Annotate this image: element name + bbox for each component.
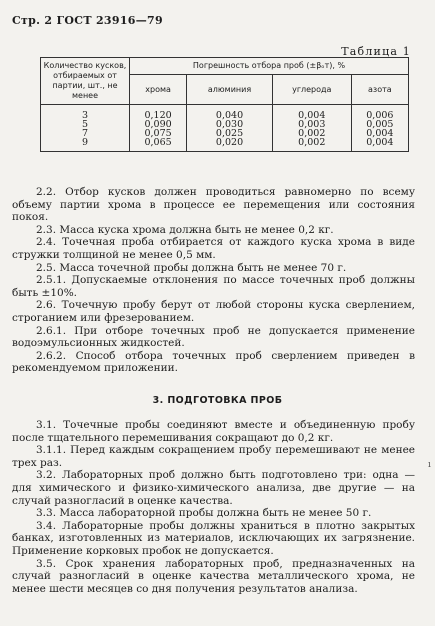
- table-cell: 0,002: [272, 129, 351, 138]
- table-cell: 7: [41, 129, 130, 138]
- table-col-header: азота: [351, 75, 408, 105]
- paragraph: 2.2. Отбор кусков должен проводиться равномерно по всему объему партии хрома в процессе ее перемещения или состояния покоя.: [12, 186, 415, 224]
- section-title: 3. ПОДГОТОВКА ПРОБ: [152, 395, 283, 406]
- table-row: [41, 105, 409, 121]
- margin-tick: ı: [428, 460, 431, 470]
- paragraph: 2.6.1. При отборе точечных проб не допускается применение водоэмульсионных жидкостей.: [12, 324, 415, 350]
- paragraph: 2.5. Масса точечной пробы должна быть не менее 70 г.: [36, 261, 347, 274]
- table-cell: 0,030: [187, 120, 273, 129]
- table-cell: 0,065: [130, 138, 187, 152]
- sampling-error-table: [40, 57, 409, 152]
- table-cell: 0,090: [130, 120, 187, 129]
- table-caption: Таблица 1: [341, 45, 411, 58]
- table-cell: 3: [41, 105, 130, 121]
- table-cell: 0,002: [272, 138, 351, 152]
- table-cell: 0,020: [187, 138, 273, 152]
- table-cell: 0,004: [351, 129, 408, 138]
- table-cell: 0,120: [130, 105, 187, 121]
- table-cell: 0,040: [187, 105, 273, 121]
- table-cell: 0,003: [272, 120, 351, 129]
- paragraph: 3.1.1. Перед каждым сокращением пробу перемешивают не менее трех раз.: [12, 444, 415, 469]
- paragraph: 3.1. Точечные пробы соединяют вместе и объединенную пробу после тщательного перемешивания сокращают до 0,2 кг.: [12, 419, 415, 444]
- table-cell: 0,004: [351, 138, 408, 152]
- table-cell: 0,075: [130, 129, 187, 138]
- table-cell: 0,025: [187, 129, 273, 138]
- paragraph: 3.5. Срок хранения лабораторных проб, предназначенных на случай разногласий в оценке качества металлического хрома, не менее шести месяцев со дня получения результатов анализа.: [12, 557, 415, 595]
- paragraph: 3.2. Лабораторных проб должно быть подготовлено три: одна — для химического и физико-химического анализа, две другие — на случай разногласий в оценке качества.: [12, 469, 415, 507]
- body-text-section-3: [12, 419, 415, 595]
- paragraph: 2.3. Масса куска хрома должна быть не менее 0,2 кг.: [36, 223, 334, 236]
- table-col-header-count: Количество кусков, отбираемых от партии, шт., не менее: [41, 58, 130, 105]
- table-cell: 0,004: [272, 105, 351, 121]
- table-group-header: Погрешность отбора проб (±βₒᴛ), %: [130, 58, 409, 75]
- page-header: Стр. 2 ГОСТ 23916—79: [12, 14, 163, 27]
- paragraph: 2.6.2. Способ отбора точечных проб сверлением приведен в рекомендуемом приложении.: [12, 349, 415, 375]
- table-cell: 0,006: [351, 105, 408, 121]
- table-col-header: углерода: [272, 75, 351, 105]
- paragraph: 2.6. Точечную пробу берут от любой стороны куска сверлением, строганием или фрезерованием.: [12, 299, 415, 324]
- table-col-header: хрома: [130, 75, 187, 105]
- paragraph: 3.4. Лабораторные пробы должны храниться в плотно закрытых банках, изготовленных из материалов, исключающих их загрязнение. Применение корковых пробок не допускается.: [12, 519, 415, 557]
- table-col-header: алюминия: [187, 75, 273, 105]
- table-cell: 9: [41, 138, 130, 152]
- paragraph: 2.5.1. Допускаемые отклонения по массе точечных проб должны быть ±10%.: [12, 274, 415, 299]
- table-row: [41, 138, 409, 152]
- paragraph: 3.3. Масса лабораторной пробы должна быть не менее 50 г.: [36, 507, 372, 520]
- paragraph: 2.4. Точечная проба отбирается от каждого куска хрома в виде стружки толщиной не менее 0,5 мм.: [12, 236, 415, 261]
- table-cell: 5: [41, 120, 130, 129]
- table-cell: 0,005: [351, 120, 408, 129]
- body-text-section-2: [12, 186, 415, 375]
